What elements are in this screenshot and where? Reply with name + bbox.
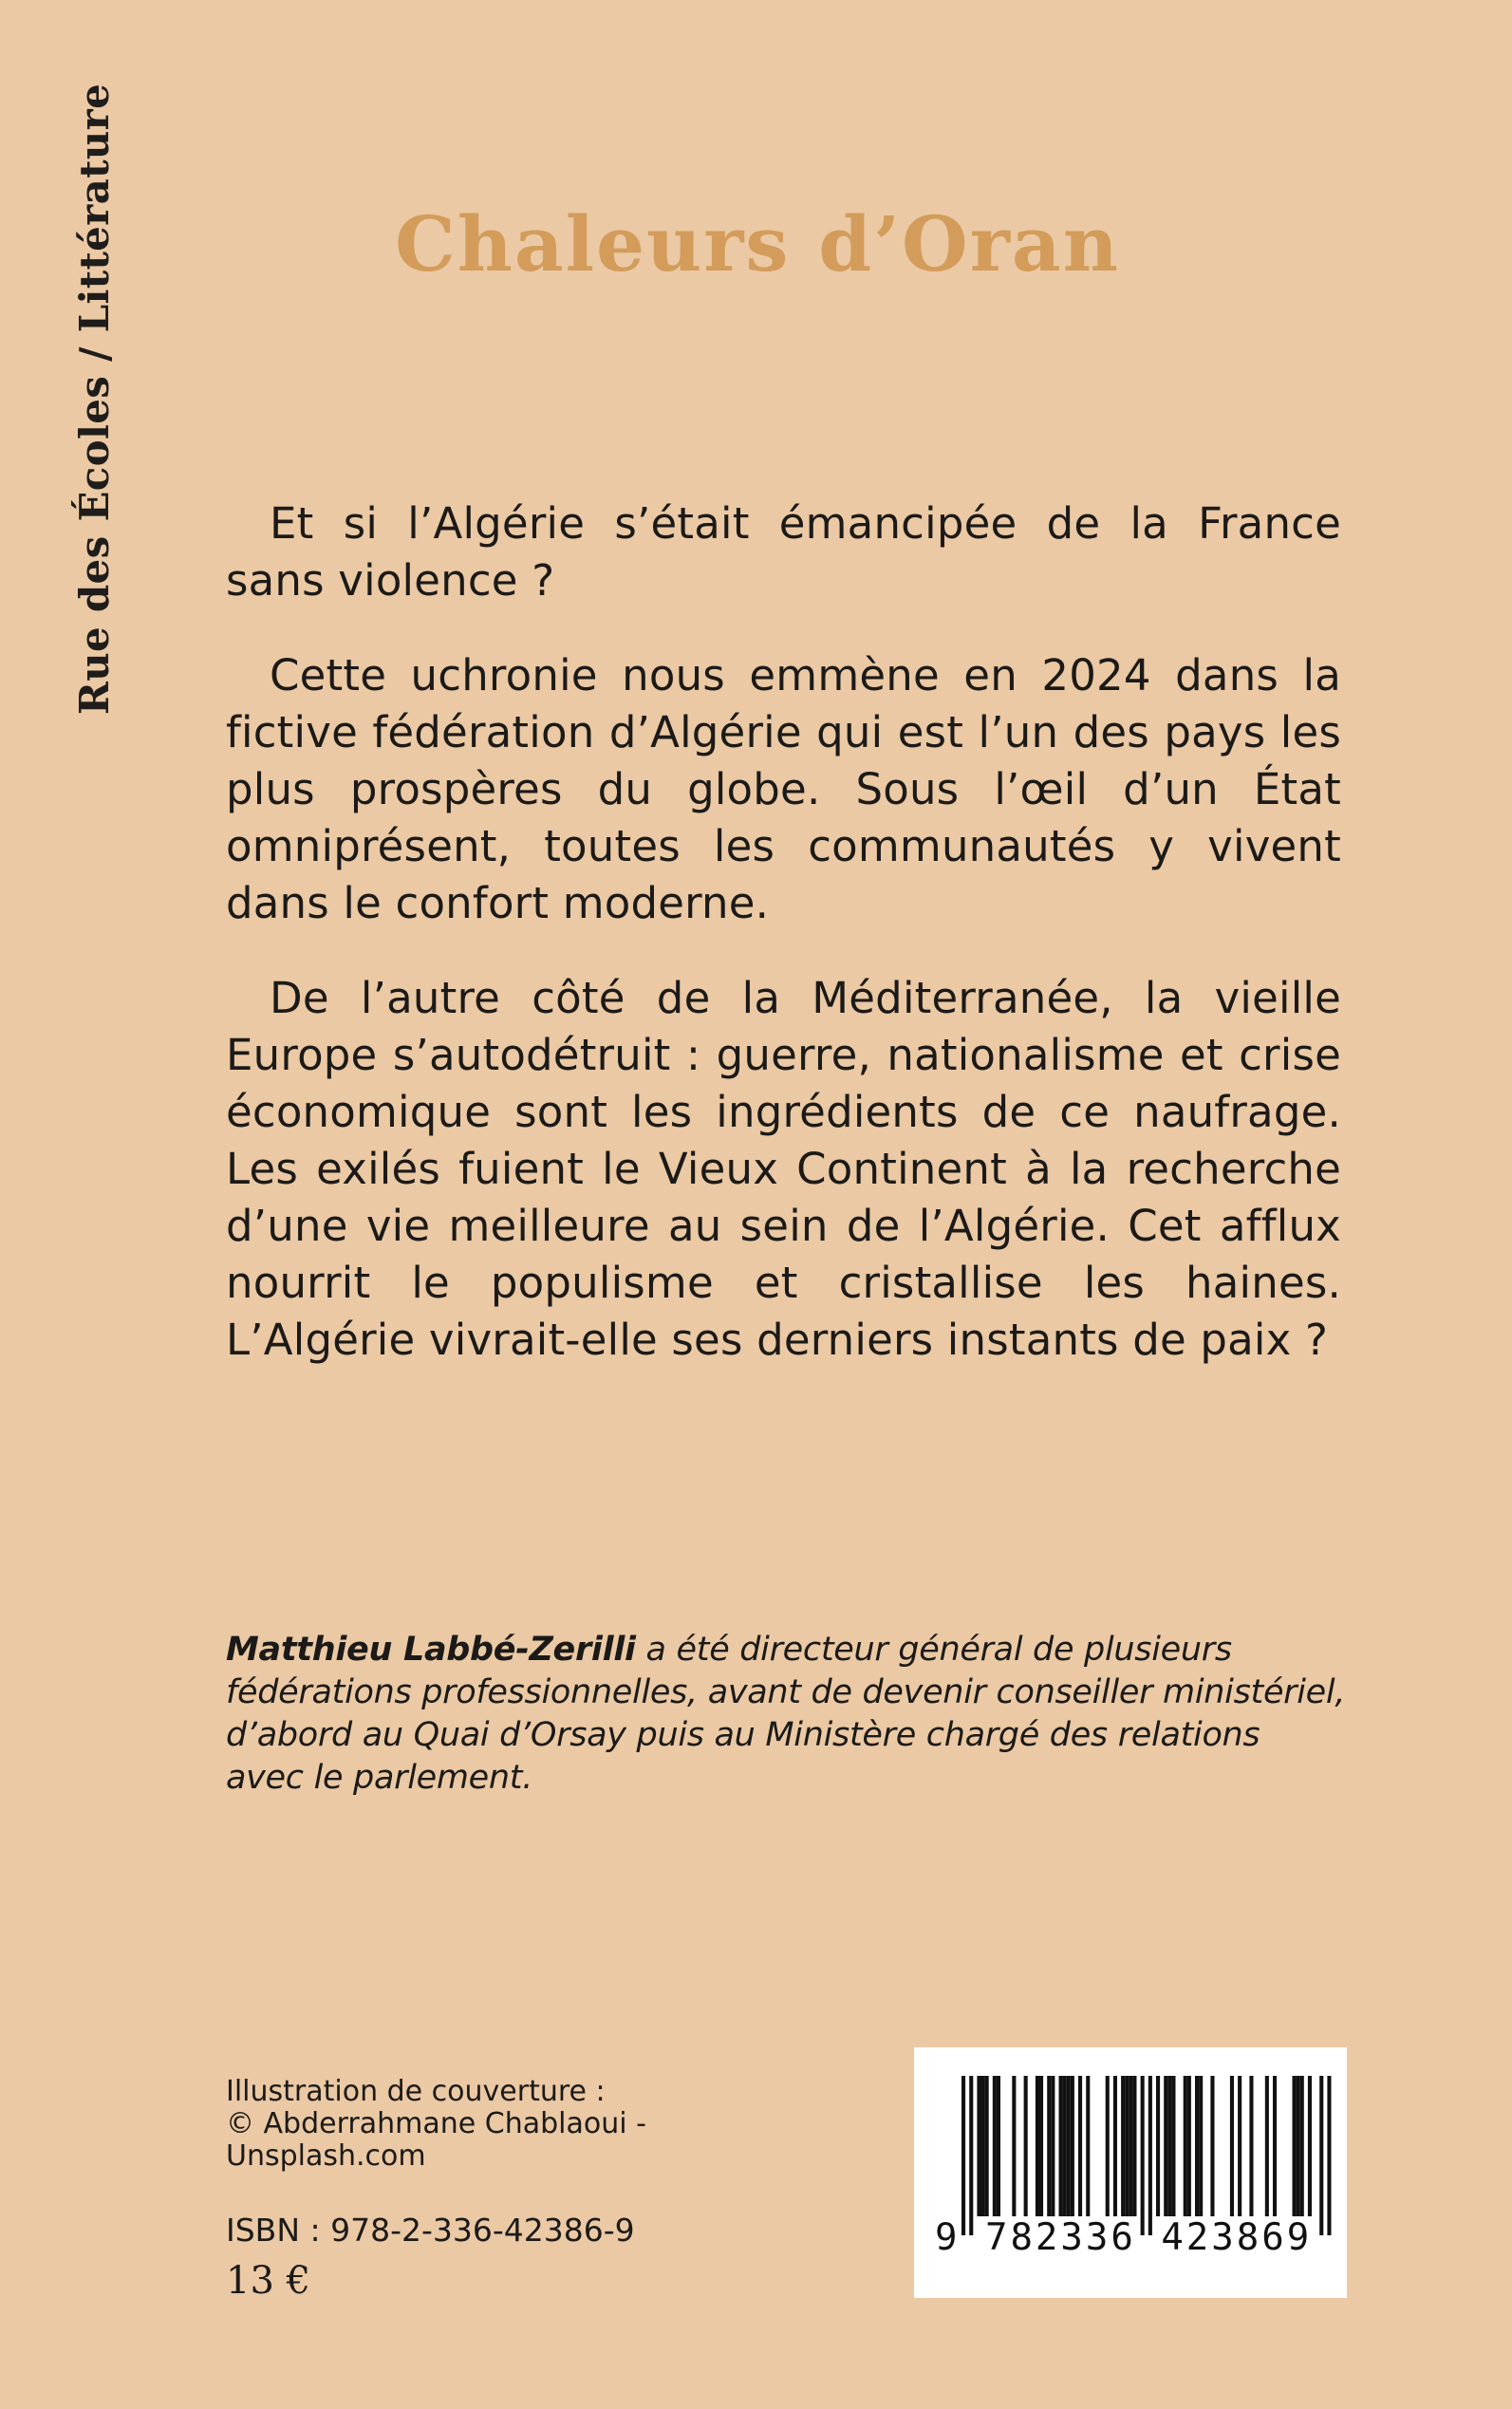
barcode-bar xyxy=(1167,2076,1171,2216)
barcode-bar xyxy=(1086,2076,1090,2216)
blurb-paragraph-2: Cette uchronie nous emmène en 2024 dans la fictive fédération d’Algérie qui est l’un des pays les plus prospères du globe. Sous l’œil d’un État omniprésent, toutes les communautés y vivent dans le confort moderne. xyxy=(226,650,1341,928)
barcode-bar xyxy=(1210,2076,1214,2216)
barcode-bar xyxy=(977,2076,980,2216)
barcode-bar xyxy=(1230,2076,1234,2216)
blurb xyxy=(226,495,1341,1407)
barcode-bar xyxy=(1319,2076,1323,2235)
barcode-bar xyxy=(1297,2076,1300,2216)
barcode-bar xyxy=(1300,2076,1304,2216)
barcode-bar xyxy=(1293,2076,1297,2216)
barcode-bar xyxy=(1273,2076,1277,2216)
barcode-bar xyxy=(1047,2076,1051,2216)
barcode-bar xyxy=(985,2076,989,2216)
barcode-bar xyxy=(1199,2076,1203,2216)
barcode-bar xyxy=(1327,2076,1331,2235)
barcode-bar xyxy=(1308,2076,1312,2216)
cover-credit xyxy=(226,2076,646,2173)
author-name: Matthieu Labbé-Zerilli xyxy=(226,1631,636,1669)
barcode-digits: 9 782336 423869 xyxy=(935,2216,1313,2259)
spine-text: Rue des Écoles / Littérature xyxy=(71,83,119,715)
barcode-bar xyxy=(1063,2076,1067,2216)
barcode-bar xyxy=(1164,2076,1167,2216)
barcode-bar xyxy=(1238,2076,1241,2216)
barcode xyxy=(914,2047,1347,2298)
barcode-bar xyxy=(1059,2076,1063,2216)
credit-line-2: © Abderrahmane Chablaoui - xyxy=(226,2107,646,2140)
barcode-bar xyxy=(1265,2076,1269,2216)
barcode-bar xyxy=(1051,2076,1055,2216)
price: 13 € xyxy=(226,2259,311,2303)
barcode-bar xyxy=(1024,2076,1028,2216)
author-bio xyxy=(226,1629,1346,1800)
barcode-bar xyxy=(1012,2076,1016,2216)
book-title: Chaleurs d’Oran xyxy=(395,199,1120,289)
barcode-bar xyxy=(1121,2076,1125,2216)
barcode-bar xyxy=(1036,2076,1039,2216)
barcode-bar xyxy=(1249,2076,1253,2216)
barcode-bar xyxy=(1125,2076,1129,2216)
barcode-bar xyxy=(981,2076,985,2216)
spine-collection xyxy=(65,83,125,715)
barcode-bar xyxy=(1067,2076,1071,2216)
barcode-bar xyxy=(993,2076,997,2216)
barcode-bar xyxy=(1106,2076,1110,2216)
barcode-bar xyxy=(1078,2076,1082,2216)
barcode-bar xyxy=(997,2076,1000,2216)
credit-line-3: Unsplash.com xyxy=(226,2139,426,2173)
barcode-bar xyxy=(1171,2076,1175,2216)
isbn: ISBN : 978-2-336-42386-9 xyxy=(226,2212,635,2249)
barcode-bar xyxy=(1187,2076,1191,2216)
barcode-bar xyxy=(969,2076,973,2235)
barcode-bar xyxy=(1113,2076,1117,2216)
barcode-bar xyxy=(1148,2076,1152,2235)
blurb-paragraph-3: De l’autre côté de la Méditerranée, la vieille Europe s’autodétruit : guerre, nationalisme et crise économique sont les ingrédients de ce naufrage. Les exilés fuient le Vieux Continent à la recherche d’une vie meilleure au sein de l’Algérie. Cet afflux nourrit le populisme et cristallise les haines. L’Algérie vivrait-elle ses derniers instants de paix ? xyxy=(226,973,1341,1365)
barcode-bar xyxy=(1071,2076,1074,2216)
barcode-bar xyxy=(1132,2076,1136,2216)
author-bio-text: a été directeur général de plusieurs fédérations professionnelles, avant de devenir conseiller ministériel, d’abord au Quai d’Orsay puis au Ministère chargé des relations avec le parlement. xyxy=(226,1631,1346,1797)
barcode-bar xyxy=(1039,2076,1043,2216)
credit-line-1: Illustration de couverture : xyxy=(226,2075,606,2108)
barcode-bar xyxy=(1129,2076,1132,2216)
barcode-bar xyxy=(961,2076,965,2235)
barcode-bar xyxy=(1141,2076,1145,2235)
barcode-bar xyxy=(1184,2076,1187,2216)
barcode-bars xyxy=(914,2047,1347,2298)
barcode-bar xyxy=(1156,2076,1160,2216)
barcode-bar xyxy=(1195,2076,1199,2216)
blurb-paragraph-1: Et si l’Algérie s’était émancipée de la France sans violence ? xyxy=(226,498,1341,606)
